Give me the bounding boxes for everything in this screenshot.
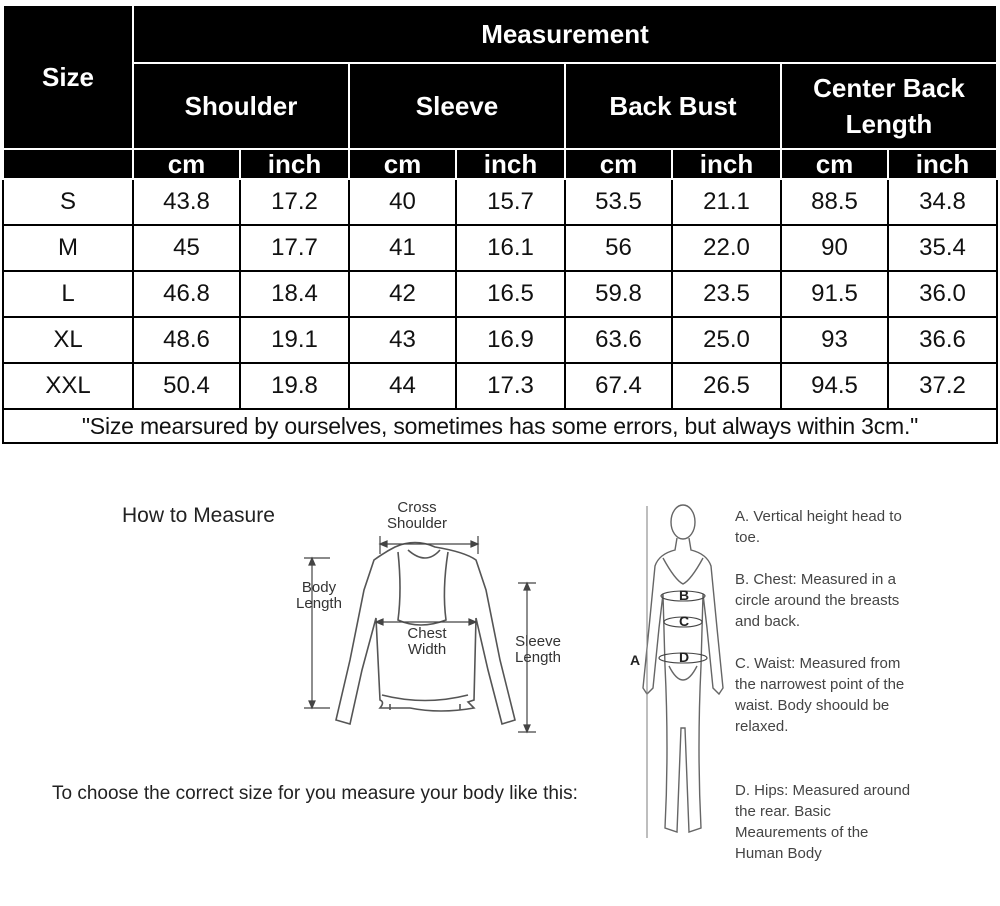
- measurement-cell: 18.4: [240, 271, 349, 317]
- cross-shoulder-label: Cross Shoulder: [386, 499, 448, 532]
- size-cell: M: [3, 225, 133, 271]
- measurement-cell: 56: [565, 225, 672, 271]
- unit-header: inch: [240, 149, 349, 179]
- measurement-cell: 25.0: [672, 317, 781, 363]
- shoulder-header: Shoulder: [133, 63, 349, 149]
- unit-header: cm: [565, 149, 672, 179]
- measurement-cell: 43: [349, 317, 456, 363]
- measurement-cell: 16.1: [456, 225, 565, 271]
- measurement-cell: 17.3: [456, 363, 565, 409]
- measurement-cell: 90: [781, 225, 888, 271]
- unit-header: inch: [888, 149, 997, 179]
- measurement-cell: 59.8: [565, 271, 672, 317]
- table-row: [3, 317, 997, 363]
- unit-header: inch: [672, 149, 781, 179]
- height-letter: A: [630, 652, 641, 668]
- measurement-cell: 16.5: [456, 271, 565, 317]
- measurement-cell: 35.4: [888, 225, 997, 271]
- measurement-cell: 22.0: [672, 225, 781, 271]
- measurement-cell: 40: [349, 179, 456, 225]
- measurement-cell: 45: [133, 225, 240, 271]
- measurement-cell: 41: [349, 225, 456, 271]
- waist-letter: C: [679, 613, 690, 629]
- legend-height: A. Vertical height head to toe.: [735, 508, 902, 546]
- measurement-cell: 48.6: [133, 317, 240, 363]
- measurement-cell: 67.4: [565, 363, 672, 409]
- measurement-cell: 21.1: [672, 179, 781, 225]
- measurement-cell: 36.0: [888, 271, 997, 317]
- how-to-measure-title: How to Measure: [122, 504, 275, 527]
- unit-header: cm: [349, 149, 456, 179]
- table-row: [3, 179, 997, 225]
- unit-header: inch: [456, 149, 565, 179]
- measurement-cell: 43.8: [133, 179, 240, 225]
- back-bust-header: Back Bust: [565, 63, 781, 149]
- unit-header: cm: [133, 149, 240, 179]
- size-header: Size: [3, 5, 133, 149]
- measurement-cell: 19.8: [240, 363, 349, 409]
- measurement-cell: 16.9: [456, 317, 565, 363]
- chest-width-label: Chest Width: [407, 625, 447, 658]
- measurement-cell: 63.6: [565, 317, 672, 363]
- size-cell: S: [3, 179, 133, 225]
- measurement-cell: 44: [349, 363, 456, 409]
- measurement-note: "Size mearsured by ourselves, sometimes has some errors, but always within 3cm.": [3, 409, 997, 443]
- center-back-length-header: Center Back Length: [781, 63, 997, 149]
- body-length-label: Body Length: [296, 579, 342, 612]
- instruction-text: To choose the correct size for you measure your body like this:: [52, 783, 578, 804]
- measurement-cell: 46.8: [133, 271, 240, 317]
- measurement-cell: 19.1: [240, 317, 349, 363]
- legend-hips: D. Hips: Measured around the rear. Basic Meaurements of the Human Body: [735, 782, 911, 862]
- body-figure-diagram: [625, 498, 725, 850]
- size-cell: XXL: [3, 363, 133, 409]
- measurement-cell: 88.5: [781, 179, 888, 225]
- measurement-cell: 17.2: [240, 179, 349, 225]
- measurement-cell: 23.5: [672, 271, 781, 317]
- table-row: [3, 271, 997, 317]
- measurement-cell: 93: [781, 317, 888, 363]
- measurement-cell: 50.4: [133, 363, 240, 409]
- hips-letter: D: [679, 649, 690, 665]
- measurement-cell: 91.5: [781, 271, 888, 317]
- table-row: [3, 225, 997, 271]
- measurement-cell: 94.5: [781, 363, 888, 409]
- chest-letter: B: [679, 587, 690, 603]
- measurement-cell: 53.5: [565, 179, 672, 225]
- unit-spacer: [3, 149, 133, 179]
- measurement-header: Measurement: [133, 5, 997, 63]
- size-chart-table: [2, 4, 998, 444]
- measurement-cell: 37.2: [888, 363, 997, 409]
- sleeve-length-label: Sleeve Length: [515, 633, 561, 666]
- unit-header: cm: [781, 149, 888, 179]
- measurement-cell: 42: [349, 271, 456, 317]
- measurement-cell: 26.5: [672, 363, 781, 409]
- measurement-cell: 15.7: [456, 179, 565, 225]
- measurement-cell: 17.7: [240, 225, 349, 271]
- table-row: [3, 363, 997, 409]
- legend-waist: C. Waist: Measured from the narrowest point of the waist. Body shoould be relaxed.: [735, 655, 905, 735]
- size-cell: XL: [3, 317, 133, 363]
- legend-chest: B. Chest: Measured in a circle around the breasts and back.: [735, 571, 900, 630]
- jacket-measure-diagram: [290, 530, 550, 745]
- measurement-cell: 34.8: [888, 179, 997, 225]
- measurement-cell: 36.6: [888, 317, 997, 363]
- size-cell: L: [3, 271, 133, 317]
- sleeve-header: Sleeve: [349, 63, 565, 149]
